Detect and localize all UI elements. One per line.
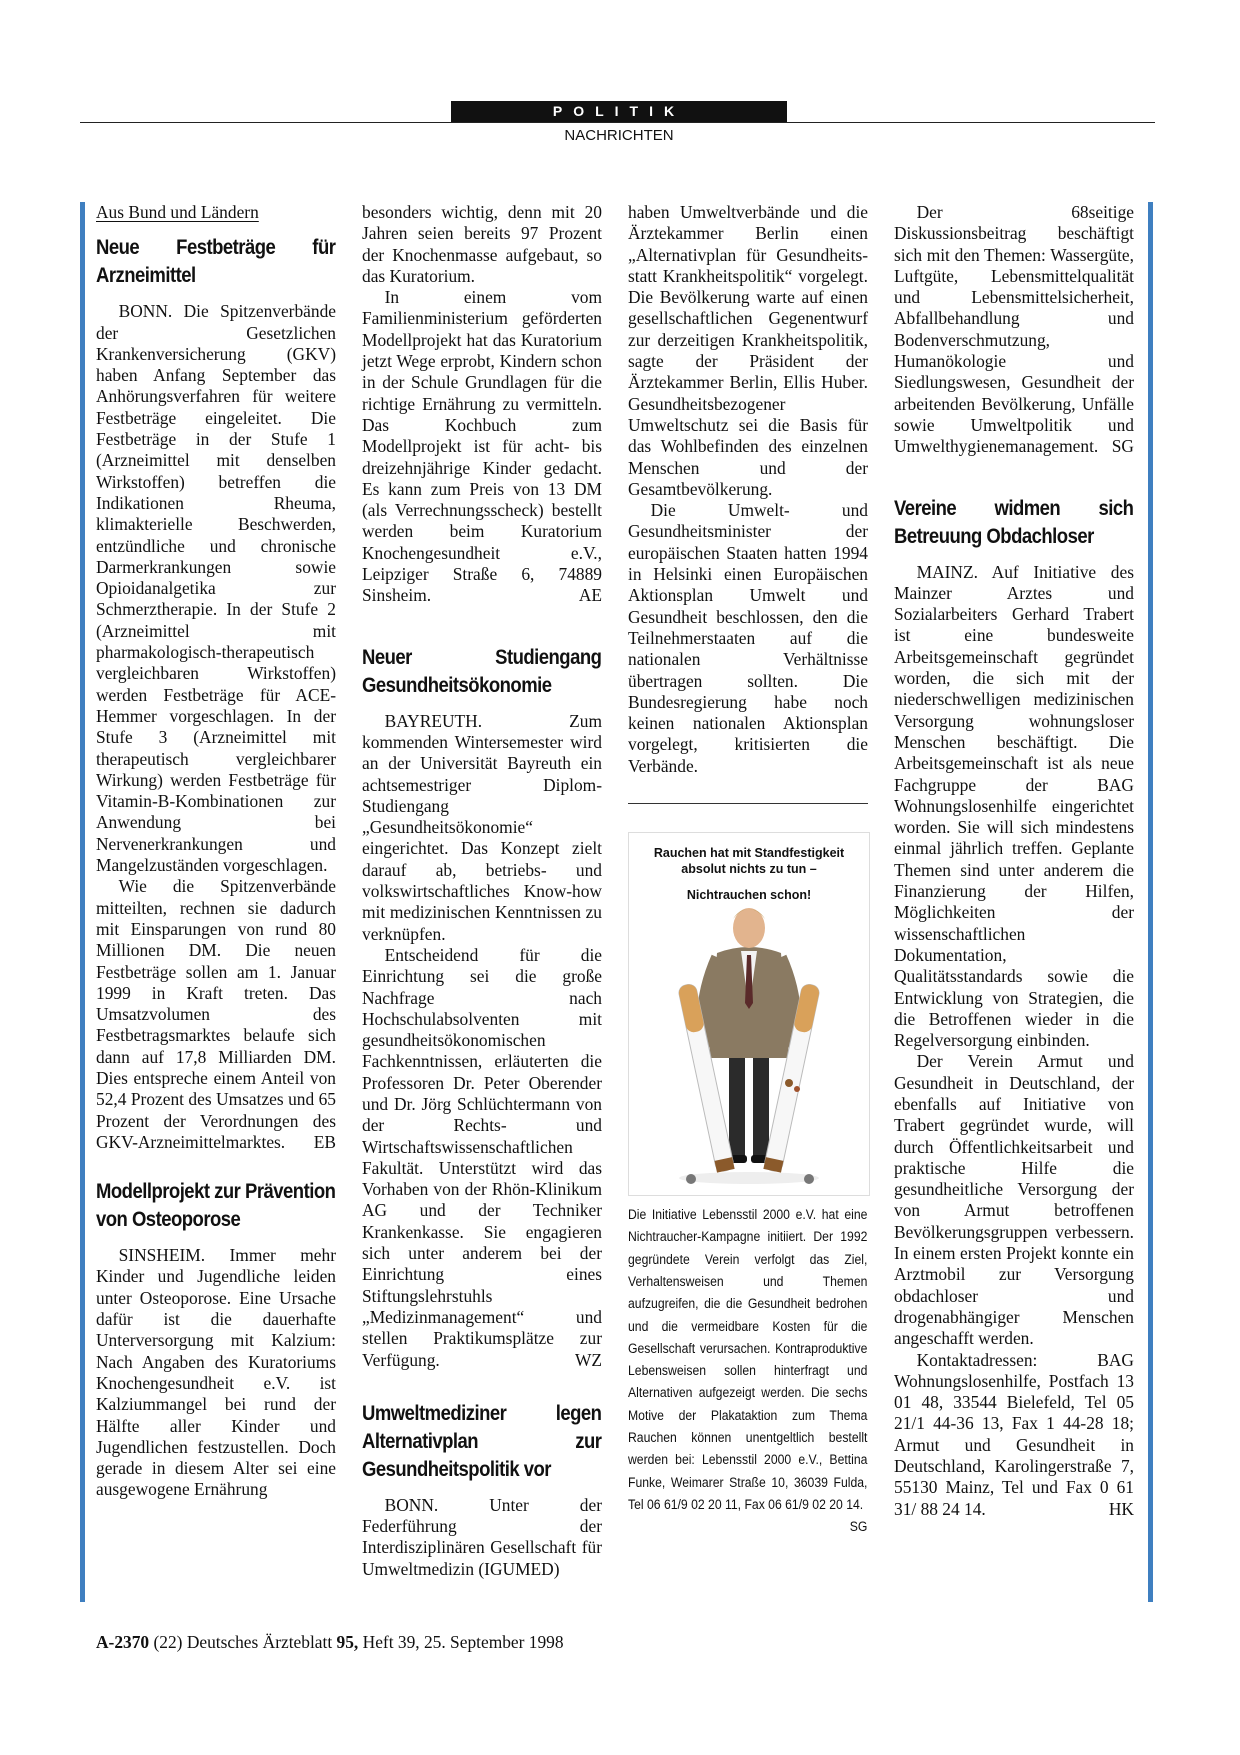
column-3	[628, 202, 868, 1538]
signature-sg: SG	[1111, 436, 1134, 457]
poster-line-2: absolut nichts zu tun –	[681, 862, 817, 877]
signature-eb: EB	[313, 1131, 336, 1152]
article-obdachlose-p3: Kontaktadressen: BAG Wohnungslosenhilfe, Postfach 13 01 48, 33544 Bielefeld, Tel 05 21/1 44-36 13, Fax 1 44-28 18; Armut und Gesundheit in Deutschland, Karolingerstraße 7, 55130 Mainz, Tel und Fax 0 61 31/ 88 24 14. HK	[894, 1349, 1134, 1519]
left-accent-bar	[80, 202, 85, 1602]
poster-line-3: Nichtrauchen schon!	[686, 888, 812, 903]
article-osteoporose-p1a: SINSHEIM. Immer mehr Kinder und Jugendliche leiden unter Osteoporose. Eine Ursache dafür ist die dauerhafte Unterversorgung mit Kalzium: Nach Angaben des Kuratoriums Knochengesundheit e.V. ist Kalziummangel bei rund der Hälfte aller Kinder und Jugendlichen festzustellen. Doch gerade in diesem Alter sei eine ausgewogene Ernährung	[96, 1245, 336, 1500]
figure-rule	[628, 803, 868, 804]
subsection-label: NACHRICHTEN	[564, 127, 674, 144]
page-footer	[96, 1632, 564, 1653]
article-studiengang-p2: Entscheidend für die Einrichtung sei die große Nachfrage nach Hochschulabsolventen mit gesundheitsökonomischen Fachkenntnissen, erläuterten die Professoren Dr. Peter Oberender und Dr. Jörg Schlüchtermann von der Rechts- und Wirtschaftswissenschaftlichen Fakultät. Unterstützt wird das Vorhaben von der Rhön-Klinikum AG und der Techniker Krankenkasse. Sie engagieren sich unter anderem bei der Einrichtung eines Stiftungslehrstuhls „Medizinmanagement“ und stellen Praktikumsplätze zur Verfügung. WZ	[362, 944, 602, 1370]
headline-umweltmediziner: Umweltmediziner legen Alternativplan zur Gesundheitspolitik vor	[362, 1400, 602, 1481]
article-umweltmediziner-p1a: BONN. Unter der Federführung der Interdisziplinären Gesellschaft für Umweltmedizin (IGUMED)	[362, 1494, 602, 1579]
article-obdachlose-p1: MAINZ. Auf Initiative des Mainzer Arztes und Sozialarbeiters Gerhard Trabert ist eine bundesweite Arbeitsgemeinschaft gegründet worden, die sich mit der niederschwelligen medizinischen Versorgung wohnungsloser Menschen beschäftigt. Die Arbeitsgemeinschaft ist als neue Fachgruppe der BAG Wohnungslosenhilfe eingerichtet worden. Sie will sich mindestens einmal jährlich treffen. Geplante Themen sind unter anderem die Finanzierung der Hilfen, Möglichkeiten der wissenschaftlichen Dokumentation, Qualitätsstandards sowie die Entwicklung von Strategien, die die Betroffenen wieder in die Regelversorgung einbinden.	[894, 561, 1134, 1051]
signature-wz: WZ	[574, 1349, 602, 1370]
kicker: Aus Bund und Ländern	[96, 202, 259, 222]
article-umweltmediziner-p3: Der 68seitige Diskussionsbeitrag beschäftigt sich mit den Themen: Wassergüte, Luftgüte, Lebensmittelqualität und Lebensmittelsicherheit, Abfallbehandlung und Bodenverschmutzung, Humanökologie und Siedlungswesen, Gesundheit der arbeitenden Bevölkerung, Unfälle sowie Umweltpolitik und Umwelthygienemanagement. SG	[894, 202, 1134, 457]
headline-obdachlose: Vereine widmen sich Betreuung Obdachloser	[894, 495, 1134, 548]
column-2	[362, 202, 602, 1580]
article-osteoporose-p2: In einem vom Familienministerium geförderten Modellprojekt hat das Kuratorium jetzt Wege erprobt, Kindern schon in der Schule Grundlagen für die richtige Ernährung zu vermitteln. Das Kochbuch zum Modellprojekt ist für acht- bis dreizehnjährige Kinder gedacht. Es kann zum Preis von 13 DM (als Verrechnungsscheck) bestellt werden beim Kuratorium Knochengesundheit e.V., Leipziger Straße 6, 74889 Sinsheim. AE	[362, 287, 602, 606]
page-number: A-2370	[96, 1632, 150, 1652]
signature-hk: HK	[1108, 1498, 1134, 1519]
article-studiengang-p1: BAYREUTH. Zum kommenden Wintersemester wird an der Universität Bayreuth ein achtsemestriger Diplom-Studiengang „Gesundheitsökonomie“ eingerichtet. Das Konzept zielt darauf ab, betriebs- und volkswirtschaftliches Know-how mit medizinischen Kenntnissen zu verknüpfen.	[362, 710, 602, 944]
article-osteoporose-p1b: besonders wichtig, denn mit 20 Jahren seien bereits 97 Prozent der Knochenmasse aufgebaut, so das Kuratorium.	[362, 202, 602, 286]
poster-slogan	[637, 845, 861, 903]
poster-image	[628, 832, 870, 1196]
column-4	[894, 202, 1134, 1520]
signature-ae: AE	[578, 585, 602, 606]
header-rule	[80, 122, 1155, 123]
article-festbetraege-p1: BONN. Die Spitzenverbände der Gesetzlichen Krankenversicherung (GKV) haben Anfang September das Anhörungsverfahren für weitere Festbeträge eingeleitet. Die Festbeträge in der Stufe 1 (Arzneimittel mit denselben Wirkstoffen) betreffen die Indikationen Rheuma, klimakterielle Beschwerden, entzündliche und chronische Darmerkrankungen sowie Opioidanalgetika zur Schmerztherapie. In der Stufe 2 (Arzneimittel mit pharmakologisch-therapeutisch vergleichbaren Wirkstoffen) werden Festbeträge für ACE-Hemmer vorgeschlagen. In der Stufe 3 (Arzneimittel mit therapeutisch vergleichbarer Wirkung) werden Festbeträge für Vitamin-B-Kombinationen zur Anwendung bei Nervenerkrankungen und Mangelzuständen vorgeschlagen.	[96, 301, 336, 876]
article-festbetraege-p2: Wie die Spitzenverbände mitteilten, rechnen sie dadurch mit Einsparungen von rund 80 Millionen DM. Die neuen Festbeträge sollen am 1. Januar 1999 in Kraft treten. Das Umsatzvolumen des Festbetragsmarktes belaufe sich dann auf 17,8 Milliarden DM. Dies entspreche einem Anteil von 52,4 Prozent des Umsatzes und 65 Prozent der Verordnungen des GKV-Arzneimittelmarktes. EB	[96, 876, 336, 1152]
section-label: POLITIK	[451, 101, 787, 122]
footer-issue: Heft 39, 25. September 1998	[362, 1632, 564, 1652]
headline-studiengang: Neuer Studiengang Gesundheitsökonomie	[362, 644, 602, 697]
right-accent-bar	[1148, 202, 1153, 1602]
footer-volume: 95,	[336, 1632, 359, 1652]
signature-sg-caption: SG	[849, 1519, 868, 1536]
figure-caption: Die Initiative Lebensstil 2000 e.V. hat eine Nichtraucher-Kampagne initiiert. Der 1992 gegründete Verein verfolgt das Ziel, Verhaltensweisen und Themen aufzugreifen, die die Gesundheit bedrohen und die vermeidbare Kosten für die Gesellschaft verursachen. Kontraproduktive Lebensweisen sollen hinterfragt und Alternativen aufgezeigt werden. Die sechs Motive der Plakataktion zum Thema Rauchen können unentgeltlich bestellt werden bei: Lebensstil 2000 e.V., Bettina Funke, Weimarer Straße 10, 36039 Fulda, Tel 06 61/9 02 20 11, Fax 06 61/9 02 20 14. SG	[628, 1204, 867, 1516]
poster-line-1: Rauchen hat mit Standfestigkeit	[653, 846, 845, 861]
article-umweltmediziner-p1b: haben Umweltverbände und die Ärztekammer Berlin einen „Alternativplan für Gesundheits- statt Krankheitspolitik“ vorgelegt. Die Bevölkerung warte auf einen gesellschaftlichen Gegenentwurf zur derzeitigen Krankheitspolitik, sagte der Präsident der Ärztekammer Berlin, Ellis Huber. Gesundheitsbezogener Umweltschutz sei die Basis für das Wohlbefinden des einzelnen Menschen und der Gesamtbevölkerung.	[628, 202, 868, 499]
article-umweltmediziner-p2: Die Umwelt- und Gesundheitsminister der europäischen Staaten hatten 1994 in Helsinki einen Europäischen Aktionsplan Umwelt und Gesundheit beschlossen, den die Teilnehmerstaaten auf die nationalen Verhältnisse übertragen sollten. Die Bundesregierung habe noch keinen nationalen Aktionsplan vorgelegt, kritisierten die Verbände.	[628, 500, 868, 776]
headline-festbetraege: Neue Festbeträge für Arzneimittel	[96, 235, 336, 288]
column-1	[96, 202, 336, 1501]
article-obdachlose-p2: Der Verein Armut und Gesundheit in Deutschland, der ebenfalls auf Initiative von Trabert gegründet wurde, will durch Öffentlichkeitsarbeit und praktische Hilfe die gesundheitliche Versorgung der von Armut betroffenen Bevölkerungsgruppen verbessern. In einem ersten Projekt konnte ein Arztmobil zur Versorgung obdachloser und drogenabhängiger Menschen angeschafft werden.	[894, 1051, 1134, 1349]
headline-osteoporose: Modellprojekt zur Prävention von Osteoporose	[96, 1179, 336, 1232]
footer-journal: (22) Deutsches Ärzteblatt	[153, 1632, 333, 1652]
